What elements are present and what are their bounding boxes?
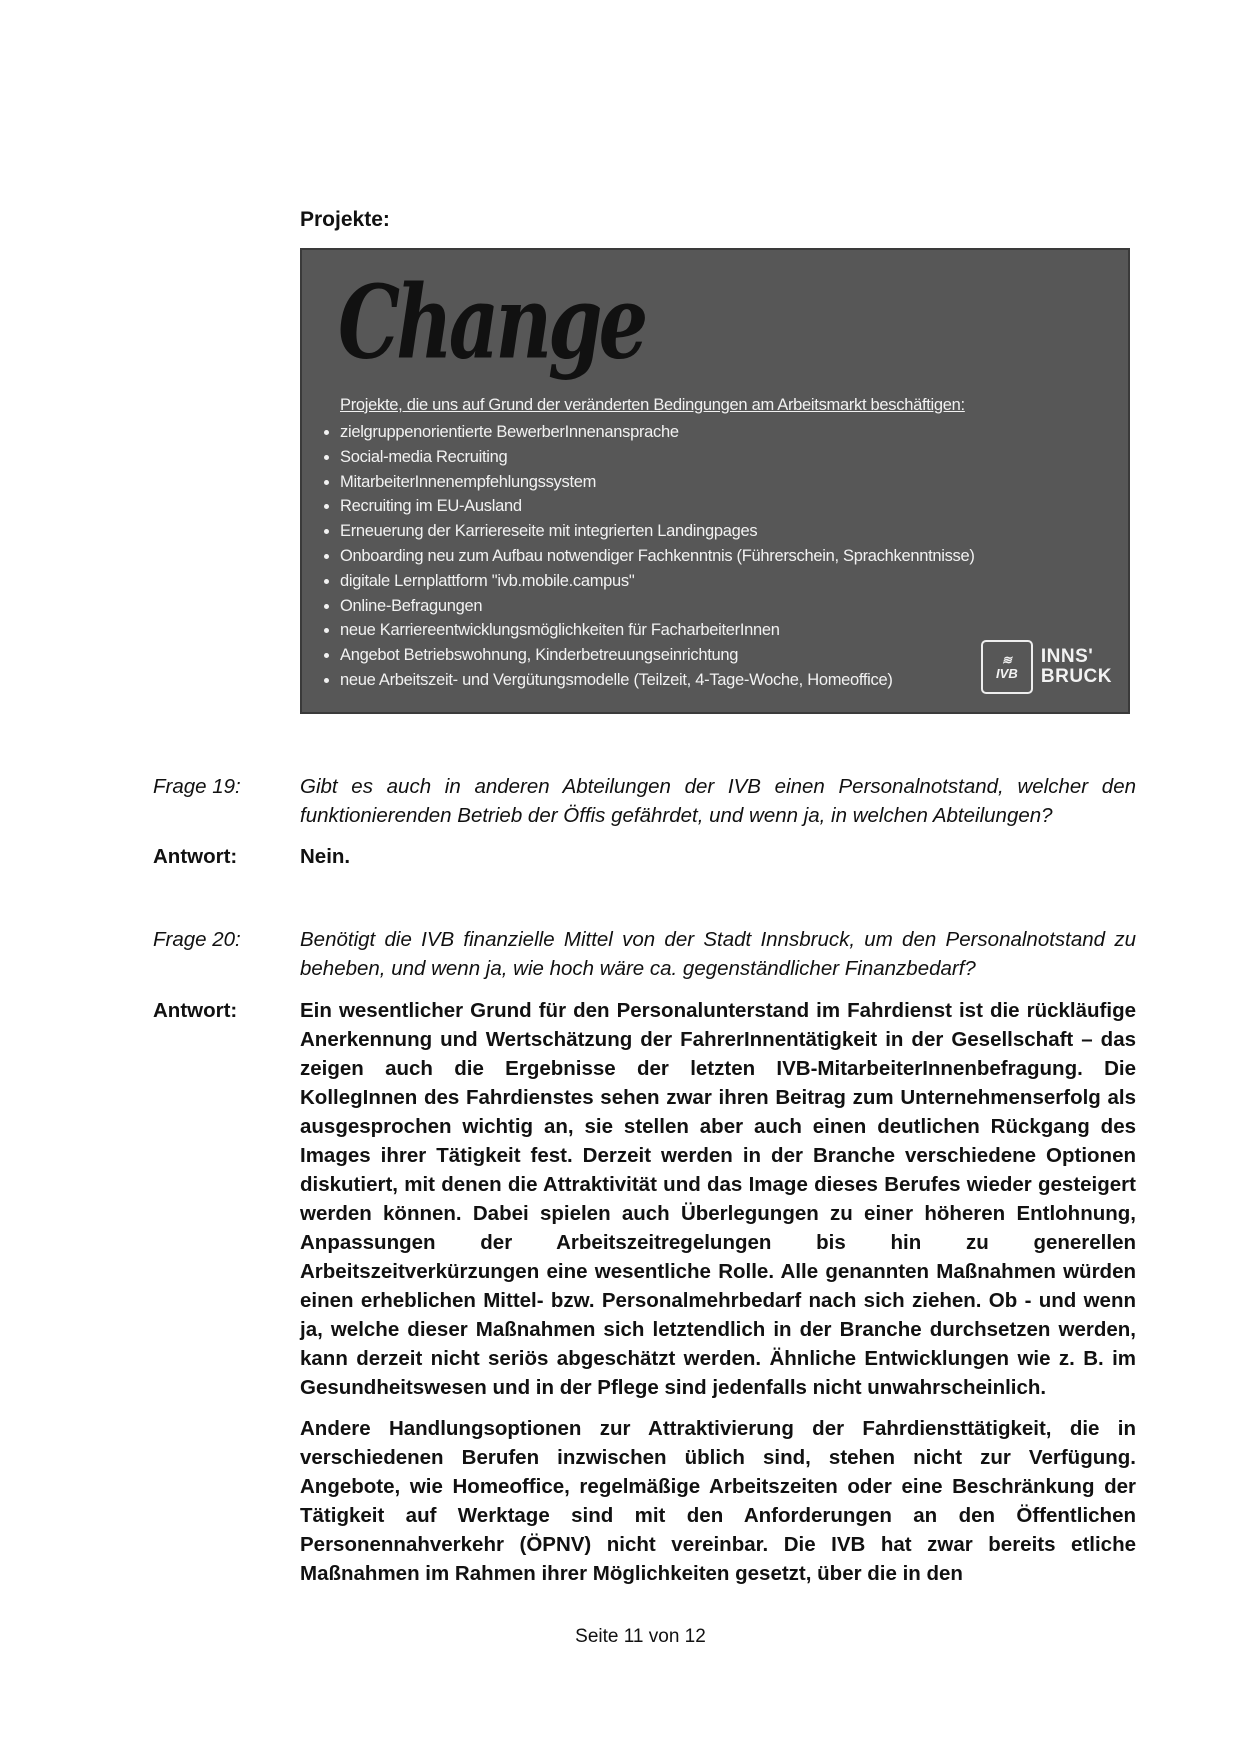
list-item: • MitarbeiterInnenempfehlungssystem (340, 470, 975, 495)
question-text: Benötigt die IVB finanzielle Mittel von der Stadt Innsbruck, um den Personalnotstand zu beheben, und wenn ja, wie hoch wäre ca. gegenständlicher Finanzbedarf? (300, 928, 1136, 980)
answer-label: Antwort: (153, 845, 238, 868)
list-item: • neue Karriereentwicklungsmöglichkeiten für FacharbeiterInnen (340, 618, 975, 643)
question-label: Frage 20: (153, 928, 241, 951)
list-item: • digitale Lernplattform "ivb.mobile.campus" (340, 569, 975, 594)
answer-body (300, 996, 1136, 1588)
list-item: • neue Arbeitszeit- und Vergütungsmodelle (Teilzeit, 4-Tage-Woche, Homeoffice) (340, 668, 975, 693)
projects-slide-image (300, 248, 1130, 714)
slide-title: Projekte, die uns auf Grund der veränderten Bedingungen am Arbeitsmarkt beschäftigen: (340, 396, 965, 414)
section-heading: Projekte: (300, 208, 390, 231)
logo-line-1: INNS' (1040, 646, 1094, 667)
list-item: • Recruiting im EU-Ausland (340, 494, 975, 519)
answer-paragraph: Ein wesentlicher Grund für den Personalunterstand im Fahrdienst ist die rückläufige Anerkennung und Wertschätzung der FahrerInnentätigkeit in der Gesellschaft – das zeigen auch die Ergebnisse der letzten IVB-MitarbeiterInnenbefragung. Die KollegInnen des Fahrdienstes sehen zwar ihren Beitrag zum Unternehmenserfolg als ausgesprochen wichtig an, sie stellen aber auch einen deutlichen Rückgang des Images ihrer Tätigkeit fest. Derzeit werden in der Branche verschiedene Optionen diskutiert, mit denen die Attraktivität und das Image dieses Berufes wieder gesteigert werden können. Dabei spielen auch Überlegungen zu einer höheren Entlohnung, Anpassungen der Arbeitszeitregelungen bis hin zu generellen Arbeitszeitverkürzungen eine wesentliche Rolle. Alle genannten Maßnahmen würden einen erheblichen Mittel- bzw. Personalmehrbedarf nach sich ziehen. Ob - und wenn ja, welche dieser Maßnahmen sich letztendlich in der Branche durchsetzen werden, kann derzeit nicht seriös abgeschätzt werden. Ähnliche Entwicklungen wie z. B. im Gesundheitswesen und in der Pflege sind jedenfalls nicht unwahrscheinlich. (300, 999, 1136, 1399)
list-item: • Onboarding neu zum Aufbau notwendiger Fachkenntnis (Führerschein, Sprachkenntnisse) (340, 544, 975, 569)
list-item: • Erneuerung der Karriereseite mit integrierten Landingpages (340, 519, 975, 544)
slide-project-list (322, 420, 975, 693)
list-item: • zielgruppenorientierte BewerberInnenansprache (340, 420, 975, 445)
ivb-innsbruck-logo (981, 640, 1112, 694)
answer-text: Nein. (300, 845, 351, 868)
answer-19 (153, 842, 1136, 871)
speed-lines-icon: ≋ (1001, 652, 1012, 667)
ivb-logo-icon (981, 640, 1033, 694)
answer-paragraph: Andere Handlungsoptionen zur Attraktivierung der Fahrdiensttätigkeit, die in verschiedenen Berufen inzwischen üblich sind, stehen nicht zur Verfügung. Angebote, wie Homeoffice, regelmäßige Arbeitszeiten oder eine Beschränkung der Tätigkeit auf Werktage sind mit den Anforderungen an den Öffentlichen Personennahverkehr (ÖPNV) nicht vereinbar. Die IVB hat zwar bereits etliche Maßnahmen im Rahmen ihrer Möglichkeiten gesetzt, über die in den (300, 1417, 1136, 1585)
ivb-logo-text: IVB (996, 665, 1018, 681)
question-text: Gibt es auch in anderen Abteilungen der IVB einen Personalnotstand, welcher den funktionierenden Betrieb der Öffis gefährdet, und wenn ja, in welchen Abteilungen? (300, 775, 1136, 827)
list-item: • Angebot Betriebswohnung, Kinderbetreuungseinrichtung (340, 643, 975, 668)
question-label: Frage 19: (153, 775, 241, 798)
change-lettering: Change (338, 264, 645, 383)
answer-20 (153, 996, 1136, 1600)
page-footer: Seite 11 von 12 (575, 1626, 706, 1647)
question-19 (153, 772, 1136, 830)
innsbruck-logo-text (1041, 647, 1112, 687)
question-20 (153, 925, 1136, 983)
logo-line-2: BRUCK (1040, 666, 1112, 687)
list-item: • Social-media Recruiting (340, 445, 975, 470)
answer-label: Antwort: (153, 999, 238, 1022)
list-item: • Online-Befragungen (340, 594, 975, 619)
